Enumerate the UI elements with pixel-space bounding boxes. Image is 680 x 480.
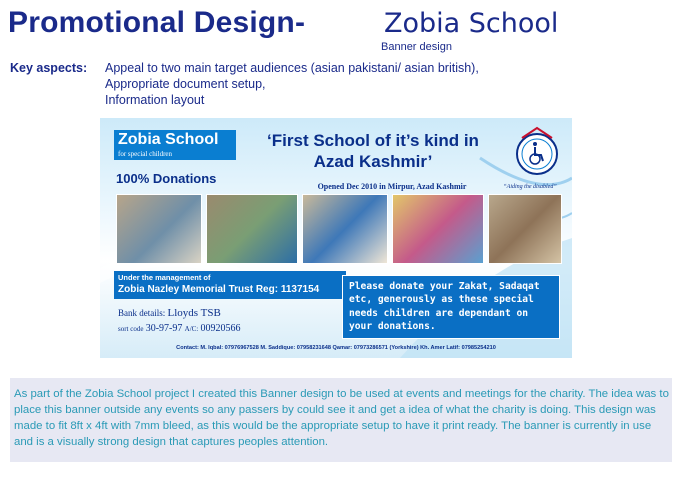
sort-code-row — [118, 323, 241, 334]
photo-classroom-bed — [116, 194, 202, 264]
motto-text: “Aiding the disabled” — [503, 184, 557, 190]
banner-design-label: Banner design — [381, 41, 452, 53]
management-label: Under the management of — [118, 273, 211, 282]
photo-colorful-classroom — [392, 194, 484, 264]
description-text: As part of the Zobia School project I created this Banner design to be used at events and meetings for the charity. The idea was to place this banner outside any events so any passers by could see it and get a idea of what the charity is doing. This design was made to fit 8ft x 4ft with 7mm bleed, as this would be the appropriate setup to have it print ready. The banner is currently in use and is a visually strong design that captures peoples attention. — [14, 388, 669, 448]
bank-details — [118, 307, 221, 319]
opened-date: Opened Dec 2010 in Mirpur, Azad Kashmir — [317, 182, 467, 191]
school-name: Zobia School — [118, 131, 219, 148]
donations-text: 100% Donations — [116, 171, 217, 186]
key-aspect-line: Appropriate document setup, — [105, 77, 266, 91]
headline-line: ‘First School of it’s kind in — [267, 131, 479, 150]
page-subtitle: Zobia School — [384, 8, 559, 39]
school-tagline: for special children — [118, 150, 173, 158]
bank-name: Lloyds TSB — [167, 307, 221, 319]
key-aspect-line: Information layout — [105, 93, 205, 107]
photo-wheelchairs — [488, 194, 562, 264]
key-aspects-label: Key aspects: — [10, 61, 88, 75]
banner-image — [100, 118, 572, 358]
appeal-box — [342, 275, 560, 339]
banner-headline — [238, 130, 508, 172]
photo-therapy-room — [206, 194, 298, 264]
description-box — [10, 378, 672, 462]
sort-code: 30-97-97 — [145, 323, 183, 334]
trust-name: Zobia Nazley Memorial Trust Reg: 1137154 — [118, 284, 320, 295]
photo-students-class — [302, 194, 388, 264]
page-title: Promotional Design- — [8, 6, 306, 39]
school-name-box — [114, 130, 236, 160]
appeal-text: Please donate your Zakat, Sadaqat etc, generously as these special needs children are dependant on your donations. — [349, 281, 540, 332]
management-box — [114, 271, 346, 299]
key-aspect-line: Appeal to two main target audiences (asian pakistani/ asian british), — [105, 61, 479, 75]
bank-details-label: Bank details: — [118, 308, 166, 318]
contact-numbers: Contact: M. Iqbal: 07976967528 M. Saddique: 07958231648 Qamar: 07973286571 (Yorkshire) Kh. Amer Latif: 07985254210 — [176, 345, 496, 351]
account-label: A/C: — [184, 325, 199, 333]
headline-line: Azad Kashmir’ — [313, 152, 433, 171]
account-number: 00920566 — [200, 323, 241, 334]
sort-code-label: sort code — [118, 325, 144, 333]
